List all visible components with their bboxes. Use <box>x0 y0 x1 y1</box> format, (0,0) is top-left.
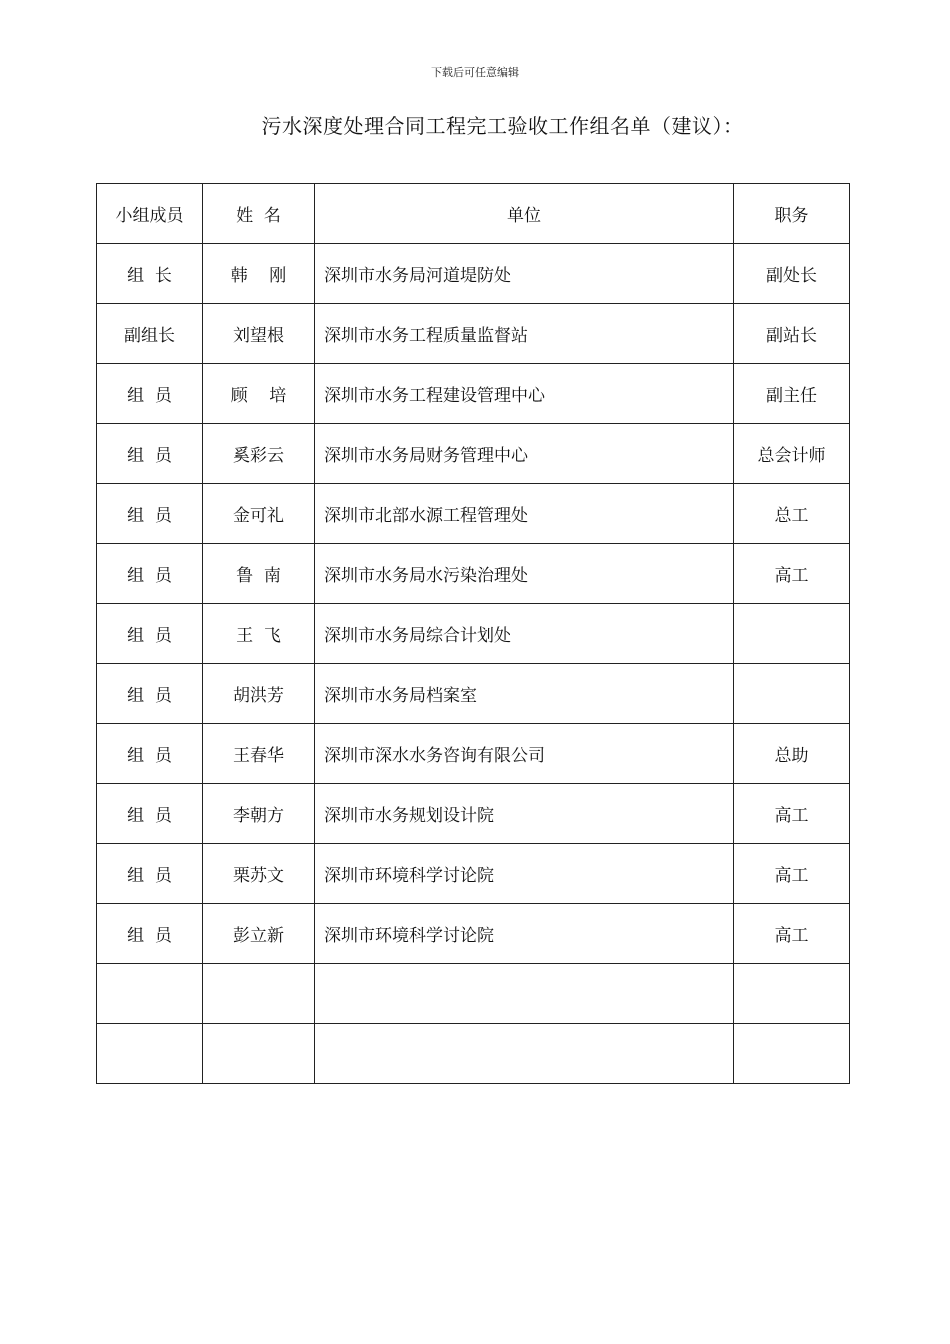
member-position-cell: 副处长 <box>734 244 850 304</box>
member-unit-cell: 深圳市水务局财务管理中心 <box>315 424 734 484</box>
table-row <box>97 724 850 784</box>
header-unit: 单位 <box>315 184 734 244</box>
member-unit-cell: 深圳市环境科学讨论院 <box>315 844 734 904</box>
table-row <box>97 304 850 364</box>
member-role-cell: 组 员 <box>97 484 203 544</box>
member-role-cell: 组 员 <box>97 844 203 904</box>
member-role-cell <box>97 1024 203 1084</box>
member-role-cell: 组 员 <box>97 424 203 484</box>
member-role-cell: 组 员 <box>97 364 203 424</box>
member-position-cell: 高工 <box>734 904 850 964</box>
member-unit-cell: 深圳市水务局水污染治理处 <box>315 544 734 604</box>
member-roster-table <box>96 183 850 1084</box>
table-row <box>97 904 850 964</box>
member-unit-cell: 深圳市环境科学讨论院 <box>315 904 734 964</box>
document-title: 污水深度处理合同工程完工验收工作组名单（建议）： <box>261 114 744 138</box>
member-role-cell: 副组长 <box>97 304 203 364</box>
member-position-cell <box>734 604 850 664</box>
member-unit-cell <box>315 1024 734 1084</box>
page-header-note: 下载后可任意编辑 <box>431 66 519 79</box>
member-name-cell: 鲁 南 <box>203 544 315 604</box>
table-body <box>97 244 850 1084</box>
table-row <box>97 784 850 844</box>
member-role-cell: 组 员 <box>97 544 203 604</box>
header-position: 职务 <box>734 184 850 244</box>
member-position-cell: 副站长 <box>734 304 850 364</box>
member-role-cell: 组 员 <box>97 904 203 964</box>
member-unit-cell: 深圳市水务工程建设管理中心 <box>315 364 734 424</box>
member-position-cell: 总会计师 <box>734 424 850 484</box>
member-name-cell: 彭立新 <box>203 904 315 964</box>
member-name-cell <box>203 964 315 1024</box>
member-position-cell: 副主任 <box>734 364 850 424</box>
member-unit-cell <box>315 964 734 1024</box>
member-position-cell <box>734 1024 850 1084</box>
table-row <box>97 964 850 1024</box>
member-unit-cell: 深圳市水务规划设计院 <box>315 784 734 844</box>
member-unit-cell: 深圳市水务局河道堤防处 <box>315 244 734 304</box>
member-name-cell: 王 飞 <box>203 604 315 664</box>
member-name-cell: 顾 培 <box>203 364 315 424</box>
member-position-cell <box>734 664 850 724</box>
table-row <box>97 244 850 304</box>
member-position-cell: 高工 <box>734 784 850 844</box>
member-position-cell: 总助 <box>734 724 850 784</box>
table-row <box>97 364 850 424</box>
member-role-cell: 组 员 <box>97 724 203 784</box>
member-name-cell: 栗苏文 <box>203 844 315 904</box>
member-position-cell: 高工 <box>734 844 850 904</box>
table-row <box>97 664 850 724</box>
member-role-cell: 组 长 <box>97 244 203 304</box>
member-name-cell: 金可礼 <box>203 484 315 544</box>
member-unit-cell: 深圳市水务局综合计划处 <box>315 604 734 664</box>
member-role-cell: 组 员 <box>97 604 203 664</box>
member-unit-cell: 深圳市水务工程质量监督站 <box>315 304 734 364</box>
member-name-cell: 李朝方 <box>203 784 315 844</box>
member-role-cell <box>97 964 203 1024</box>
member-position-cell: 高工 <box>734 544 850 604</box>
member-name-cell: 胡洪芳 <box>203 664 315 724</box>
member-unit-cell: 深圳市水务局档案室 <box>315 664 734 724</box>
table-header-row <box>97 184 850 244</box>
header-name: 姓 名 <box>203 184 315 244</box>
member-unit-cell: 深圳市深水水务咨询有限公司 <box>315 724 734 784</box>
table-row <box>97 424 850 484</box>
member-role-cell: 组 员 <box>97 664 203 724</box>
table-row <box>97 1024 850 1084</box>
table-row <box>97 604 850 664</box>
table-row <box>97 844 850 904</box>
member-unit-cell: 深圳市北部水源工程管理处 <box>315 484 734 544</box>
member-name-cell: 韩 刚 <box>203 244 315 304</box>
member-position-cell <box>734 964 850 1024</box>
member-name-cell: 奚彩云 <box>203 424 315 484</box>
member-name-cell: 王春华 <box>203 724 315 784</box>
member-position-cell: 总工 <box>734 484 850 544</box>
header-role: 小组成员 <box>97 184 203 244</box>
member-name-cell <box>203 1024 315 1084</box>
member-name-cell: 刘望根 <box>203 304 315 364</box>
member-role-cell: 组 员 <box>97 784 203 844</box>
table-row <box>97 544 850 604</box>
table-row <box>97 484 850 544</box>
